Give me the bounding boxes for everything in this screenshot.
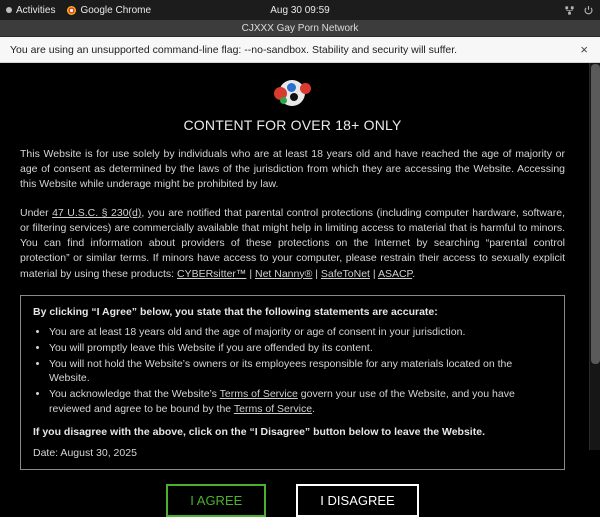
provider-link-netnanny[interactable]: Net Nanny® [255,267,313,280]
close-icon[interactable]: × [580,42,588,57]
statute-post: . [412,267,416,280]
activities-icon [6,7,12,13]
list-item: • You are at least 18 years old and the age of majority or age of consent in your jurisdiction. [49,325,552,340]
disagree-button[interactable]: I DISAGREE [296,484,418,517]
terms-of-service-link-2[interactable]: Terms of Service [233,403,313,416]
agreement-lead: By clicking “I Agree” below, you state that the following statements are accurate: [33,305,438,318]
activities-button[interactable] [6,5,55,16]
clock[interactable]: Aug 30 09:59 [270,4,330,16]
infobar-message: You are using an unsupported command-line flag: --no-sandbox. Stability and security will suffer. [10,43,458,56]
chrome-icon [67,6,76,15]
agree-button[interactable]: I AGREE [166,484,266,517]
statute-mid: , you are notified that parental control protections (including computer hardware, software, or filtering services) are commercially available that might help in limiting access to material that is harmful to minors. You can find information about providers of these protections on the Internet by searching “parental control protection” or similar terms. If minors have access to your computer, please restrain their access to sexually explicit material by using these products: [20,206,566,280]
statute-pre: Under [20,206,53,219]
page-content [0,63,600,509]
provider-link-cybersitter[interactable]: CYBERsitter™ [177,267,247,280]
window-title: CJXXX Gay Porn Network [241,22,359,34]
agreement-date: Date: August 30, 2025 [33,447,137,460]
agreement-list [33,325,552,417]
app-menu-label: Google Chrome [80,4,152,16]
provider-link-safetonet[interactable]: SafeToNet [320,267,370,280]
provider-link-asacp[interactable]: ASACP [377,267,413,280]
window-title-bar [0,20,600,37]
chrome-infobar [0,37,600,63]
agreement-box [20,295,565,470]
power-icon[interactable] [583,5,594,16]
list-item: • You will not hold the Website’s owners or its employees responsible for any materials located on the Website. [49,357,552,387]
scrollbar-thumb[interactable] [591,64,600,364]
sep-2: | [312,267,321,280]
app-menu-chrome[interactable] [67,5,151,16]
sep-3: | [369,267,378,280]
terms-of-service-link-1[interactable]: Terms of Service [219,388,298,401]
network-icon[interactable] [564,5,575,16]
list-item: • You acknowledge that the Website’s Terms of Service govern your use of the Website, and you have reviewed and agree to be bound by the Terms of Service. [49,387,552,417]
page-scrollbar[interactable] [589,63,600,450]
statute-link[interactable]: 47 U.S.C. § 230(d) [52,206,142,219]
disagree-note: If you disagree with the above, click on the “I Disagree” button below to leave the Website. [33,426,485,439]
parental-control-paragraph [20,206,565,282]
sep-1: | [246,267,255,280]
site-logo [270,77,316,111]
list-item: • You will promptly leave this Website if you are offended by its content. [49,341,552,356]
system-topbar [0,0,600,20]
age-paragraph: This Website is for use solely by individuals who are at least 18 years old and have reached the age of majority or age of consent as determined by the laws of the jurisdiction from which they are accessing the Website. Accessing this Website while underage might be prohibited by law. [20,148,565,191]
action-buttons [20,484,565,517]
activities-label: Activities [16,4,56,16]
page-title: CONTENT FOR OVER 18+ ONLY [183,117,402,133]
